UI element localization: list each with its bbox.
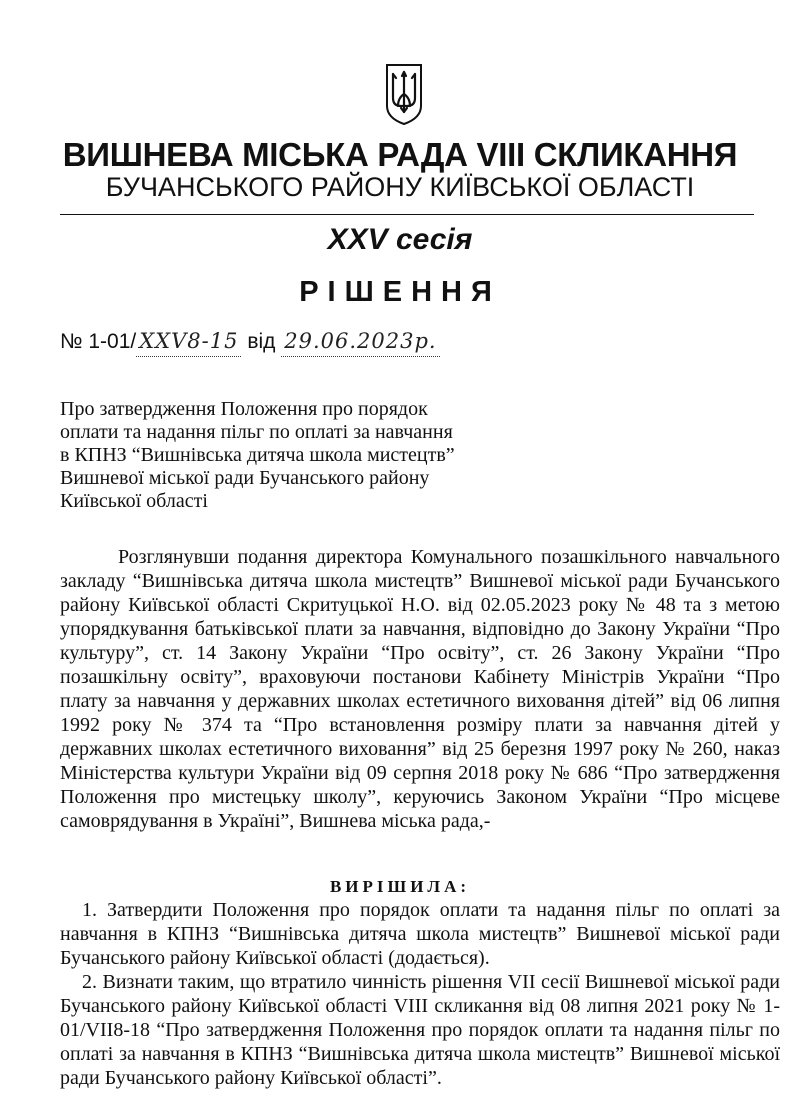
subject-line: Про затвердження Положення про порядок: [60, 398, 428, 420]
preamble-paragraph: Розглянувши подання директора Комунального позашкільного навчального закладу “Вишнівська дитяча школа мистецтв” Вишневої міської ради Бучанського району Київської області Скритуцької Н.О. від 02.05.2023 року № 48 та з метою упорядкування батьківської плати за навчання, відповідно до Закону України “Про культуру”, ст. 14 Закону України “Про освіту”, ст. 26 Закону України “Про позашкільну освіту”, враховуючи постанови Кабінету Міністрів України “Про плату за навчання у державних школах естетичного виховання дітей” від 06 липня 1992 року № 374 та “Про встановлення розміру плати за навчання дітей у державних школах естетичного виховання” від 25 березня 1997 року № 260, наказ Міністерства культури України від 09 серпня 2018 року № 686 “Про затвердження Положення про мистецьку школу”, керуючись Законом України “Про місцеве самоврядування в Україні”, Вишнева міська рада,-: [60, 546, 780, 832]
subject-line: Вишневої міської ради Бучанського району: [60, 467, 430, 489]
subject-line: оплати та надання пільг по оплаті за навчання: [60, 421, 453, 443]
subject-line: в КПНЗ “Вишнівська дитяча школа мистецтв”: [60, 444, 455, 466]
decision-number-prefix: № 1-01/: [60, 330, 137, 353]
handwritten-decision-date: 29.06.2023р.: [281, 326, 439, 357]
session-title: XXV сесія: [327, 223, 473, 256]
decision-number-line: [60, 326, 440, 356]
subject-line: Київської області: [60, 490, 208, 512]
resolved-heading: ВИРІШИЛА:: [329, 877, 471, 896]
header-divider: [60, 214, 754, 215]
resolution-item: 2. Визнати таким, що втратило чинність рішення VII сесії Вишневої міської ради Бучанського району Київської області VIII скликання від 08 липня 2021 року № 1-01/VII8-18 “Про затвердження Положення про порядок оплати та надання пільг по оплаті за навчання в КПНЗ “Вишнівська дитяча школа мистецтв” Вишневої міської ради Бучанського району Київської області”.: [60, 971, 780, 1089]
preamble-block: [60, 545, 780, 833]
handwritten-decision-number: XXV8-15: [136, 326, 241, 357]
decision-subject: [60, 398, 500, 513]
resolution-item: 1. Затвердити Положення про порядок оплати та надання пільг по оплаті за навчання в КПНЗ “Вишнівська дитяча школа мистецтв” Вишневої міської ради Бучанського району Київської області (додається).: [60, 899, 780, 969]
decision-date-prefix: від: [247, 330, 276, 353]
trident-coat-of-arms-icon: [384, 62, 424, 126]
resolutions-list: [60, 898, 780, 1090]
council-title: ВИШНЕВА МІСЬКА РАДА VIII СКЛИКАННЯ: [62, 136, 738, 173]
decision-heading: РІШЕННЯ: [299, 276, 501, 308]
council-subtitle: БУЧАНСЬКОГО РАЙОНУ КИЇВСЬКОЇ ОБЛАСТІ: [105, 172, 695, 202]
